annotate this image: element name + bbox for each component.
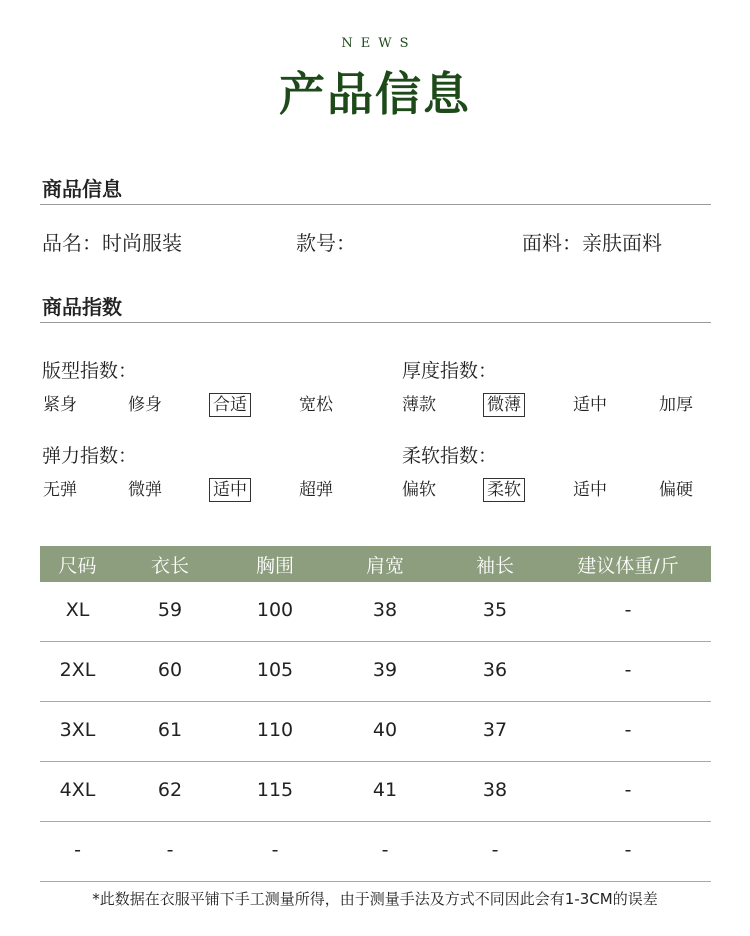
softness-option: 适中 — [573, 480, 607, 500]
table-cell: 59 — [115, 582, 225, 642]
table-cell: 4XL — [40, 762, 115, 822]
table-cell: XL — [40, 582, 115, 642]
table-cell: 40 — [325, 702, 445, 762]
fit-option: 宽松 — [299, 395, 333, 415]
column-header-chest: 胸围 — [255, 554, 294, 577]
thickness-option: 薄款 — [402, 395, 436, 415]
table-cell: 2XL — [40, 642, 115, 702]
table-row — [40, 762, 711, 822]
elasticity-option: 无弹 — [43, 480, 77, 500]
softness-index-label: 柔软指数： — [402, 445, 498, 467]
fabric: 面料：亲肤面料 — [522, 231, 662, 255]
thickness-index-label: 厚度指数： — [402, 360, 498, 382]
section-title-product-info: 商品信息 — [42, 177, 122, 201]
table-cell: 110 — [225, 702, 325, 762]
elasticity-option: 超弹 — [299, 480, 333, 500]
table-cell: 61 — [115, 702, 225, 762]
column-header-sleeve: 袖长 — [475, 554, 514, 577]
elasticity-option: 微弹 — [128, 480, 162, 500]
table-cell: - — [545, 702, 711, 762]
softness-option: 偏硬 — [659, 480, 693, 500]
table-cell: 3XL — [40, 702, 115, 762]
table-cell: 38 — [325, 582, 445, 642]
table-cell: - — [445, 822, 545, 882]
divider — [40, 204, 711, 205]
table-cell: 35 — [445, 582, 545, 642]
table-cell: 115 — [225, 762, 325, 822]
page-title: 产品信息 — [279, 67, 471, 121]
thickness-option-selected: 微薄 — [483, 393, 525, 417]
table-row — [40, 702, 711, 762]
divider — [40, 322, 711, 323]
table-cell: 100 — [225, 582, 325, 642]
table-cell: - — [545, 582, 711, 642]
table-cell: - — [225, 822, 325, 882]
elasticity-index-label: 弹力指数： — [42, 445, 138, 467]
table-row — [40, 582, 711, 642]
column-header-weight: 建议体重/斤 — [577, 554, 679, 577]
table-cell: 37 — [445, 702, 545, 762]
header-kicker: NEWS — [341, 36, 417, 51]
fit-option: 修身 — [128, 395, 162, 415]
section-title-indices: 商品指数 — [42, 295, 122, 319]
table-row — [40, 642, 711, 702]
table-header-row — [40, 546, 711, 582]
thickness-option: 适中 — [573, 395, 607, 415]
column-header-shoulder: 肩宽 — [365, 554, 404, 577]
style-number: 款号： — [296, 231, 356, 255]
table-cell: - — [545, 822, 711, 882]
table-cell: 105 — [225, 642, 325, 702]
table-cell: 41 — [325, 762, 445, 822]
fit-option-selected: 合适 — [209, 393, 251, 417]
softness-option-selected: 柔软 — [483, 478, 525, 502]
table-row — [40, 822, 711, 882]
table-cell: 36 — [445, 642, 545, 702]
table-cell: 60 — [115, 642, 225, 702]
table-cell: 62 — [115, 762, 225, 822]
size-table — [40, 546, 711, 882]
table-cell: - — [115, 822, 225, 882]
fit-option: 紧身 — [43, 395, 77, 415]
measurement-footnote: *此数据在衣服平铺下手工测量所得，由于测量手法及方式不同因此会有1-3CM的误差 — [92, 890, 658, 908]
elasticity-option-selected: 适中 — [209, 478, 251, 502]
product-name: 品名：时尚服装 — [42, 231, 182, 255]
fit-index-label: 版型指数： — [42, 360, 138, 382]
thickness-option: 加厚 — [659, 395, 693, 415]
column-header-length: 衣长 — [150, 554, 189, 577]
table-cell: - — [545, 642, 711, 702]
column-header-size: 尺码 — [58, 554, 97, 577]
softness-option: 偏软 — [402, 480, 436, 500]
table-cell: - — [545, 762, 711, 822]
table-cell: 38 — [445, 762, 545, 822]
table-cell: - — [325, 822, 445, 882]
table-cell: - — [40, 822, 115, 882]
table-cell: 39 — [325, 642, 445, 702]
